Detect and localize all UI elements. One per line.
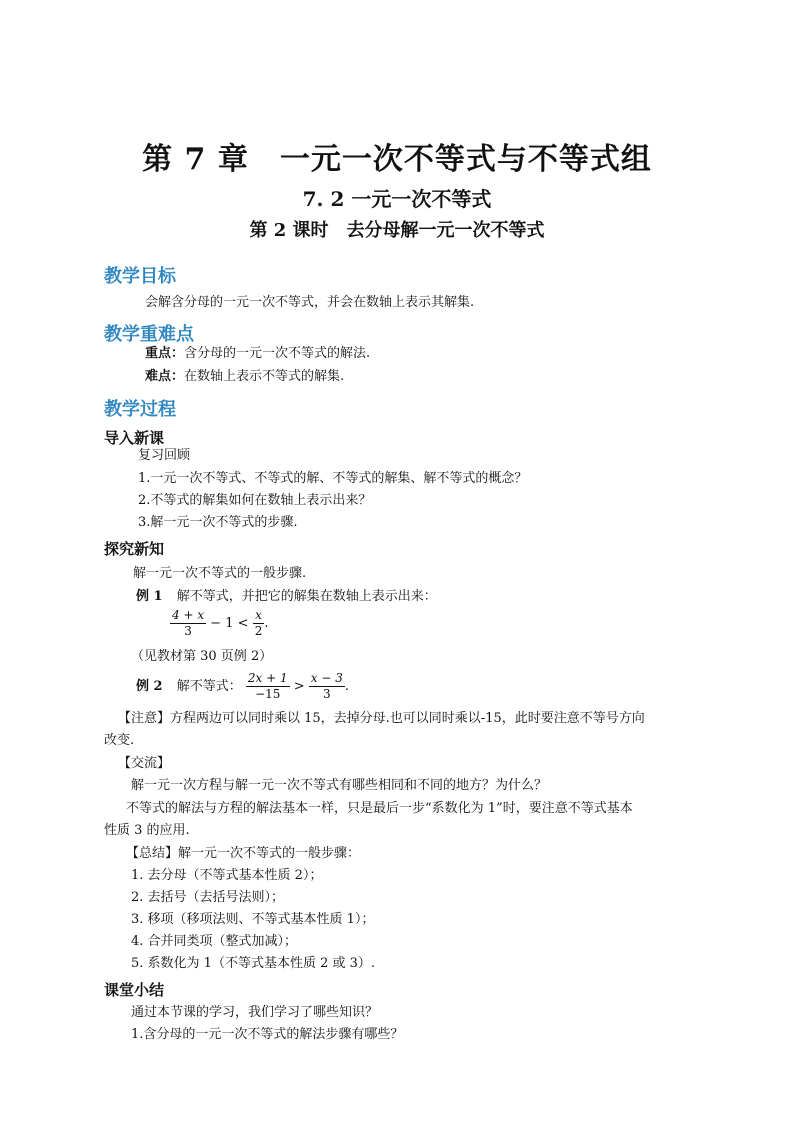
example-1-text: 解不等式，并把它的解集在数轴上表示出来： [176, 589, 437, 604]
objectives-text: 会解含分母的一元一次不等式，并会在数轴上表示其解集. [145, 295, 475, 310]
example-1-inequality [170, 608, 268, 639]
note-line: 【注意】方程两边可以同时乘以 15，去掉分母.也可以同时乘以-15，此时要注意不等号方向 [118, 711, 645, 726]
math-operator: − 1 < [210, 616, 249, 631]
example-2-text: 解不等式： [176, 679, 242, 694]
summary-label: 【总结】解一元一次不等式的一般步骤： [126, 846, 361, 861]
objectives-heading: 教学目标 [104, 266, 176, 287]
math-end: . [344, 679, 350, 694]
difficult-point-line [145, 368, 344, 386]
process-heading: 教学过程 [104, 399, 176, 420]
chapter-title: 第 7 章 一元一次不等式与不等式组 [142, 142, 652, 177]
exchange-answer: 性质 3 的应用. [104, 823, 190, 838]
lesson-title: 第 2 课时 去分母解一元一次不等式 [249, 220, 545, 241]
example-2-label: 例 2 [136, 679, 163, 694]
class-summary-heading: 课堂小结 [104, 981, 165, 999]
intro-item: 1.一元一次不等式、不等式的解、不等式的解集、解不等式的概念？ [138, 471, 528, 486]
example-1-label: 例 1 [136, 589, 163, 604]
exchange-question: 解一元一次方程与解一元一次不等式有哪些相同和不同的地方？为什么？ [131, 778, 548, 793]
fraction: $\frac{4 + x}{3}$ [172, 608, 205, 638]
class-summary-question: 通过本节课的学习，我们学习了哪些知识？ [131, 1005, 379, 1020]
step-item: 3. 移项（移项法则、不等式基本性质 1）； [131, 912, 375, 927]
key-label: 重点： [145, 346, 185, 361]
explore-heading: 探究新知 [104, 540, 165, 558]
difficult-label: 难点： [145, 369, 185, 384]
step-item: 5. 系数化为 1（不等式基本性质 2 或 3）. [131, 956, 376, 971]
intro-item: 2.不等式的解集如何在数轴上表示出来？ [138, 493, 372, 508]
math-operator: > [293, 679, 305, 694]
key-points-heading: 教学重难点 [104, 324, 194, 345]
difficult-text: 在数轴上表示不等式的解集. [184, 369, 345, 384]
exchange-answer: 不等式的解法与方程的解法基本一样，只是最后一步“系数化为 1”时，要注意不等式基本 [126, 801, 633, 816]
review-label: 复习回顾 [138, 448, 191, 463]
section-title: 7. 2 一元一次不等式 [302, 187, 492, 211]
explore-lead: 解一元一次不等式的一般步骤. [133, 566, 307, 581]
key-text: 含分母的一元一次不等式的解法. [184, 346, 371, 361]
example-2 [136, 671, 349, 702]
fraction: $\frac{2x + 1}{-15}$ [247, 671, 288, 701]
step-item: 1. 去分母（不等式基本性质 2）； [131, 868, 323, 883]
math-end: . [264, 616, 269, 631]
fraction: $\frac{x}{2}$ [254, 608, 263, 638]
step-item: 2. 去括号（去括号法则）； [131, 890, 285, 905]
intro-item: 3.解一元一次不等式的步骤. [138, 515, 298, 530]
note-line: 改变. [104, 733, 135, 748]
step-item: 4. 合并同类项（整式加减）； [131, 934, 298, 949]
class-summary-item: 1.含分母的一元一次不等式的解法步骤有哪些？ [131, 1027, 404, 1042]
exchange-label: 【交流】 [118, 756, 171, 771]
fraction: $\frac{x - 3}{3}$ [310, 671, 343, 701]
key-point-line [145, 345, 370, 363]
textbook-reference: （见教材第 30 页例 2） [131, 649, 273, 664]
example-1 [136, 588, 437, 606]
intro-heading: 导入新课 [104, 429, 165, 447]
